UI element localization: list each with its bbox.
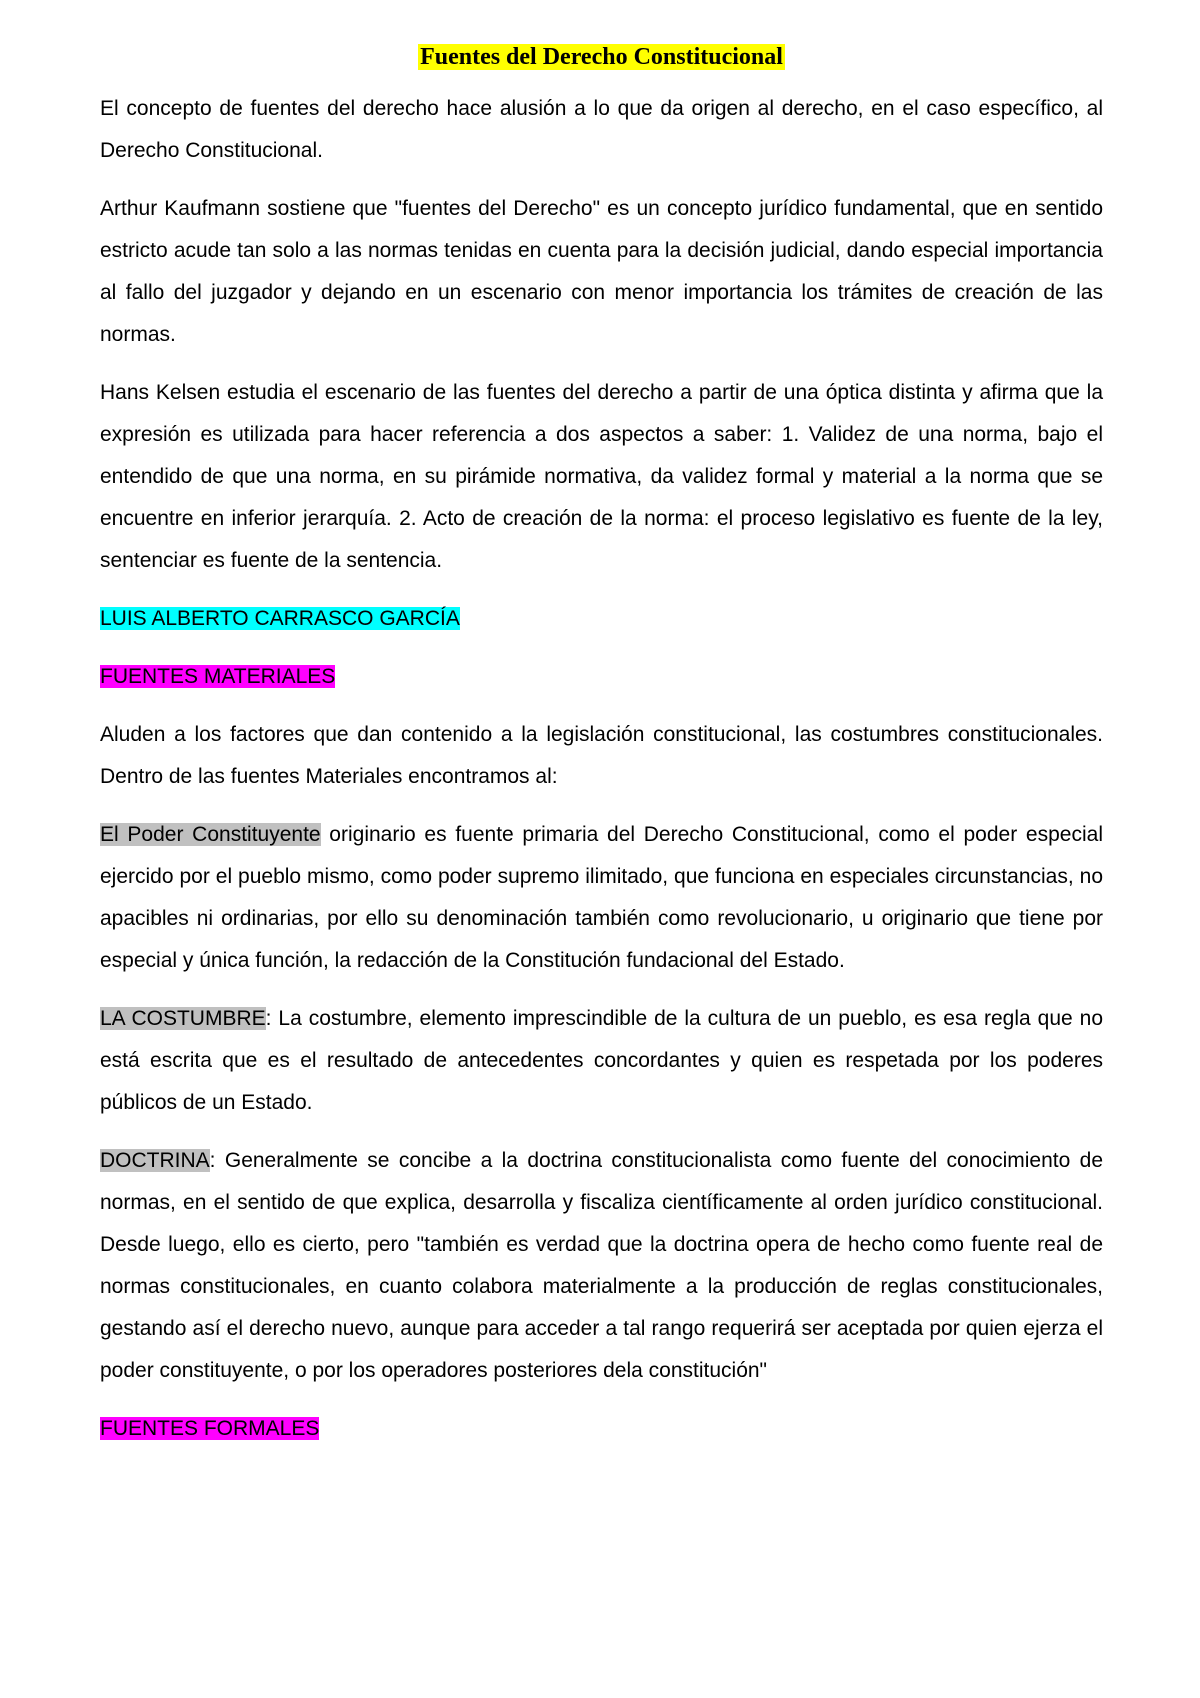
materiales-intro-paragraph: Aluden a los factores que dan contenido a la legislación constitucional, las costumbres constitucionales. Dentro de las fuentes Materiales encontramos al: [100, 723, 1103, 788]
section-heading-formales: FUENTES FORMALES [100, 1417, 320, 1440]
materiales-heading-line [100, 656, 1103, 698]
document-page [100, 40, 1103, 1466]
doctrina-paragraph [100, 1140, 1103, 1392]
author-line [100, 598, 1103, 640]
costumbre-term: LA COSTUMBRE [100, 1007, 266, 1030]
author-name: LUIS ALBERTO CARRASCO GARCÍA [100, 607, 460, 630]
costumbre-paragraph [100, 998, 1103, 1124]
costumbre-text: : La costumbre, elemento imprescindible de la cultura de un pueblo, es esa regla que no está escrita que es el resultado de antecedentes concordantes y quien es respetada por los poderes públicos de un Estado. [100, 1007, 1103, 1114]
poder-constituyente-text: originario es fuente primaria del Derecho Constitucional, como el poder especial ejercido por el pueblo mismo, como poder supremo ilimitado, que funciona en especiales circunstancias, no apacibles ni ordinarias, por ello su denominación también como revolucionario, u originario que tiene por especial y única función, la redacción de la Constitución fundacional del Estado. [100, 823, 1103, 972]
kaufmann-paragraph: Arthur Kaufmann sostiene que "fuentes del Derecho" es un concepto jurídico fundamental, que en sentido estricto acude tan solo a las normas tenidas en cuenta para la decisión judicial, dando especial importancia al fallo del juzgador y dejando en un escenario con menor importancia los trámites de creación de las normas. [100, 197, 1103, 346]
poder-constituyente-term: El Poder Constituyente [100, 823, 321, 846]
section-heading-materiales: FUENTES MATERIALES [100, 665, 336, 688]
kelsen-paragraph: Hans Kelsen estudia el escenario de las fuentes del derecho a partir de una óptica distinta y afirma que la expresión es utilizada para hacer referencia a dos aspectos a saber: 1. Validez de una norma, bajo el entendido de que una norma, en su pirámide normativa, da validez formal y material a la norma que se encuentre en inferior jerarquía. 2. Acto de creación de la norma: el proceso legislativo es fuente de la ley, sentenciar es fuente de la sentencia. [100, 381, 1103, 572]
title-block [100, 40, 1103, 74]
intro-paragraph: El concepto de fuentes del derecho hace alusión a lo que da origen al derecho, en el caso específico, al Derecho Constitucional. [100, 97, 1103, 162]
poder-constituyente-paragraph [100, 814, 1103, 982]
document-title: Fuentes del Derecho Constitucional [420, 44, 783, 70]
doctrina-text: : Generalmente se concibe a la doctrina constitucionalista como fuente del conocimiento de normas, en el sentido de que explica, desarrolla y fiscaliza científicamente al orden jurídico constitucional. Desde luego, ello es cierto, pero "también es verdad que la doctrina opera de hecho como fuente real de normas constitucionales, en cuanto colabora materialmente a la producción de reglas constitucionales, gestando así el derecho nuevo, aunque para acceder a tal rango requerirá ser aceptada por quien ejerza el poder constituyente, o por los operadores posteriores dela constitución" [100, 1149, 1103, 1382]
doctrina-term: DOCTRINA [100, 1149, 210, 1172]
formales-heading-line [100, 1408, 1103, 1450]
